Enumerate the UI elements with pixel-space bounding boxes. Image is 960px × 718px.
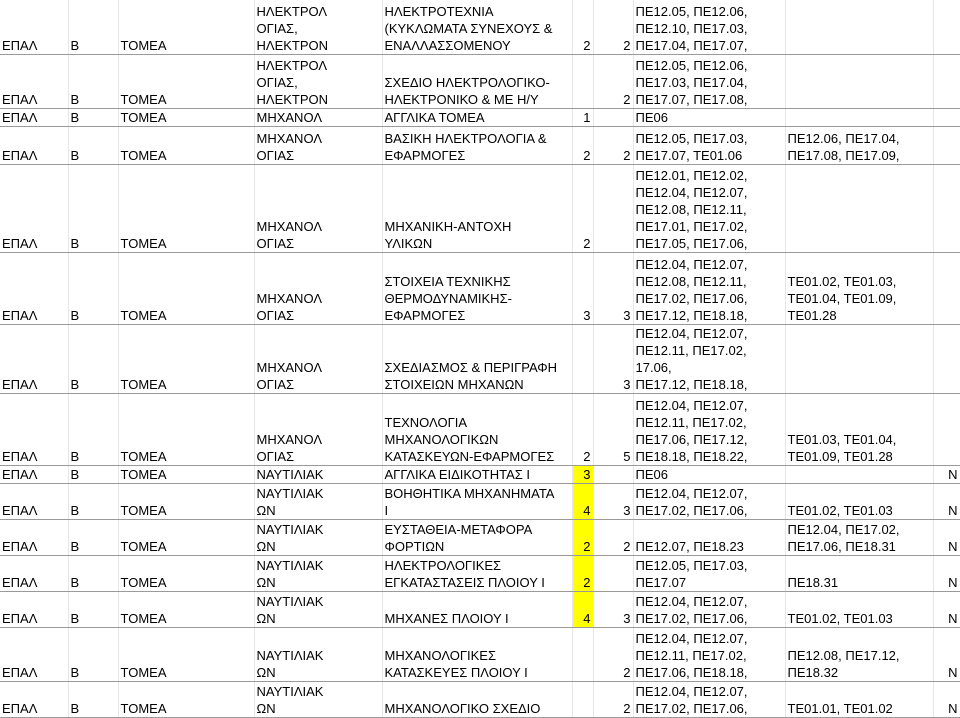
cell-school[interactable]: ΕΠΑΛ (0, 164, 68, 252)
cell-hours-theory[interactable]: 2 (572, 555, 593, 591)
cell-course[interactable]: ΜΗΧΑΝΟΛΟΓΙΚΕΣ ΚΑΤΑΣΚΕΥΕΣ ΠΛΟΙΟΥ Ι (382, 627, 572, 681)
cell-hours-theory[interactable]: 4 (572, 483, 593, 519)
table-row[interactable] (0, 164, 960, 252)
cell-class[interactable]: Β (68, 324, 118, 393)
cell-course[interactable]: ΤΕΧΝΟΛΟΓΙΑ ΜΗΧΑΝΟΛΟΓΙΚΩΝ ΚΑΤΑΣΚΕΥΩΝ-ΕΦΑΡΜΟΓΕΣ (382, 393, 572, 465)
cell-hours-theory[interactable] (572, 324, 593, 393)
table-row[interactable] (0, 483, 960, 519)
cell-sector[interactable]: ΝΑΥΤΙΛΙΑΚ ΩΝ (254, 519, 382, 555)
cell-hours-lab[interactable]: 3 (593, 483, 633, 519)
cell-course[interactable]: ΜΗΧΑΝΕΣ ΠΛΟΙΟΥ Ι (382, 591, 572, 627)
table-row[interactable] (0, 0, 960, 54)
cell-school[interactable]: ΕΠΑΛ (0, 555, 68, 591)
cell-hours-lab[interactable]: 2 (593, 54, 633, 108)
cell-type[interactable]: ΤΟΜΕΑ (118, 519, 254, 555)
table-row[interactable] (0, 519, 960, 555)
cell-course[interactable]: ΣΤΟΙΧΕΙΑ ΤΕΧΝΙΚΗΣ ΘΕΡΜΟΔΥΝΑΜΙΚΗΣ- ΕΦΑΡΜΟΓΕΣ (382, 252, 572, 324)
cell-sector[interactable]: ΝΑΥΤΙΛΙΑΚ (254, 465, 382, 483)
cell-type[interactable]: ΤΟΜΕΑ (118, 681, 254, 717)
cell-specialties-a[interactable]: ΠΕ12.05, ΠΕ17.03, ΠΕ17.07, ΤΕ01.06 (633, 126, 785, 164)
cell-school[interactable]: ΕΠΑΛ (0, 681, 68, 717)
cell-flag[interactable] (933, 108, 960, 126)
cell-sector[interactable]: ΜΗΧΑΝΟΛ ΟΓΙΑΣ (254, 393, 382, 465)
cell-hours-lab[interactable] (593, 465, 633, 483)
table-row[interactable] (0, 627, 960, 681)
cell-course[interactable]: ΒΟΗΘΗΤΙΚΑ ΜΗΧΑΝΗΜΑΤΑ Ι (382, 483, 572, 519)
cell-school[interactable]: ΕΠΑΛ (0, 54, 68, 108)
cell-specialties-b[interactable]: ΤΕ01.01, ΤΕ01.02 (785, 681, 933, 717)
cell-sector[interactable]: ΝΑΥΤΙΛΙΑΚ ΩΝ (254, 681, 382, 717)
cell-hours-lab[interactable] (593, 164, 633, 252)
cell-course[interactable]: ΣΧΕΔΙΟ ΗΛΕΚΤΡΟΛΟΓΙΚΟ- ΗΛΕΚΤΡΟΝΙΚΟ & ΜΕ Η/Υ (382, 54, 572, 108)
cell-specialties-a[interactable]: ΠΕ12.04, ΠΕ12.07, ΠΕ17.02, ΠΕ17.06, (633, 591, 785, 627)
table-row[interactable] (0, 108, 960, 126)
cell-sector[interactable]: ΜΗΧΑΝΟΛ ΟΓΙΑΣ (254, 324, 382, 393)
cell-specialties-b[interactable] (785, 324, 933, 393)
cell-class[interactable]: Β (68, 0, 118, 54)
cell-course[interactable]: ΑΓΓΛΙΚΑ ΕΙΔΙΚΟΤΗΤΑΣ Ι (382, 465, 572, 483)
table-row[interactable] (0, 591, 960, 627)
cell-type[interactable]: ΤΟΜΕΑ (118, 324, 254, 393)
table-row[interactable] (0, 393, 960, 465)
cell-sector[interactable]: ΝΑΥΤΙΛΙΑΚ ΩΝ (254, 555, 382, 591)
cell-hours-theory[interactable] (572, 54, 593, 108)
cell-hours-theory[interactable]: 2 (572, 0, 593, 54)
cell-course[interactable]: ΕΥΣΤΑΘΕΙΑ-ΜΕΤΑΦΟΡΑ ΦΟΡΤΙΩΝ (382, 519, 572, 555)
cell-flag[interactable]: Ν (933, 681, 960, 717)
cell-school[interactable]: ΕΠΑΛ (0, 483, 68, 519)
cell-flag[interactable]: Ν (933, 519, 960, 555)
cell-flag[interactable] (933, 393, 960, 465)
cell-specialties-b[interactable]: ΠΕ12.04, ΠΕ17.02, ΠΕ17.06, ΠΕ18.31 (785, 519, 933, 555)
cell-flag[interactable]: Ν (933, 591, 960, 627)
cell-specialties-a[interactable]: ΠΕ06 (633, 465, 785, 483)
cell-flag[interactable] (933, 126, 960, 164)
cell-hours-theory[interactable] (572, 627, 593, 681)
cell-flag[interactable]: Ν (933, 555, 960, 591)
cell-specialties-b[interactable] (785, 164, 933, 252)
cell-sector[interactable]: ΝΑΥΤΙΛΙΑΚ ΩΝ (254, 627, 382, 681)
cell-flag[interactable]: Ν (933, 465, 960, 483)
cell-class[interactable]: Β (68, 54, 118, 108)
cell-hours-lab[interactable]: 3 (593, 252, 633, 324)
cell-school[interactable]: ΕΠΑΛ (0, 108, 68, 126)
cell-specialties-a[interactable]: ΠΕ12.04, ΠΕ12.07, ΠΕ12.11, ΠΕ17.02, 17.06, ΠΕ17.12, ΠΕ18.18, (633, 324, 785, 393)
cell-class[interactable]: Β (68, 164, 118, 252)
cell-course[interactable]: ΣΧΕΔΙΑΣΜΟΣ & ΠΕΡΙΓΡΑΦΗ ΣΤΟΙΧΕΙΩΝ ΜΗΧΑΝΩΝ (382, 324, 572, 393)
cell-specialties-a[interactable]: ΠΕ12.04, ΠΕ12.07, ΠΕ12.08, ΠΕ12.11, ΠΕ17.02, ΠΕ17.06, ΠΕ17.12, ΠΕ18.18, (633, 252, 785, 324)
table-row[interactable] (0, 324, 960, 393)
cell-hours-theory[interactable]: 3 (572, 465, 593, 483)
cell-flag[interactable] (933, 0, 960, 54)
table-row[interactable] (0, 555, 960, 591)
cell-school[interactable]: ΕΠΑΛ (0, 324, 68, 393)
cell-sector[interactable]: ΝΑΥΤΙΛΙΑΚ ΩΝ (254, 483, 382, 519)
cell-hours-theory[interactable]: 1 (572, 108, 593, 126)
cell-specialties-a[interactable]: ΠΕ12.05, ΠΕ17.03, ΠΕ17.07 (633, 555, 785, 591)
cell-hours-theory[interactable]: 3 (572, 252, 593, 324)
cell-school[interactable]: ΕΠΑΛ (0, 126, 68, 164)
cell-flag[interactable]: Ν (933, 627, 960, 681)
cell-specialties-a[interactable]: ΠΕ12.01, ΠΕ12.02, ΠΕ12.04, ΠΕ12.07, ΠΕ12.08, ΠΕ12.11, ΠΕ17.01, ΠΕ17.02, ΠΕ17.05, ΠΕ17.06, (633, 164, 785, 252)
cell-type[interactable]: ΤΟΜΕΑ (118, 0, 254, 54)
cell-specialties-a[interactable]: ΠΕ12.05, ΠΕ12.06, ΠΕ17.03, ΠΕ17.04, ΠΕ17.07, ΠΕ17.08, (633, 54, 785, 108)
cell-sector[interactable]: ΝΑΥΤΙΛΙΑΚ ΩΝ (254, 591, 382, 627)
cell-hours-lab[interactable]: 2 (593, 681, 633, 717)
cell-specialties-b[interactable]: ΤΕ01.02, ΤΕ01.03, ΤΕ01.04, ΤΕ01.09, ΤΕ01.28 (785, 252, 933, 324)
cell-class[interactable]: Β (68, 681, 118, 717)
cell-specialties-b[interactable]: ΠΕ12.06, ΠΕ17.04, ΠΕ17.08, ΠΕ17.09, (785, 126, 933, 164)
cell-hours-lab[interactable]: 2 (593, 627, 633, 681)
cell-type[interactable]: ΤΟΜΕΑ (118, 627, 254, 681)
cell-specialties-b[interactable]: ΤΕ01.03, ΤΕ01.04, ΤΕ01.09, ΤΕ01.28 (785, 393, 933, 465)
cell-school[interactable]: ΕΠΑΛ (0, 393, 68, 465)
cell-specialties-a[interactable]: ΠΕ12.07, ΠΕ18.23 (633, 519, 785, 555)
cell-specialties-a[interactable]: ΠΕ12.05, ΠΕ12.06, ΠΕ12.10, ΠΕ17.03, ΠΕ17.04, ΠΕ17.07, (633, 0, 785, 54)
cell-school[interactable]: ΕΠΑΛ (0, 0, 68, 54)
cell-class[interactable]: Β (68, 591, 118, 627)
cell-hours-theory[interactable]: 4 (572, 591, 593, 627)
cell-type[interactable]: ΤΟΜΕΑ (118, 555, 254, 591)
cell-sector[interactable]: ΜΗΧΑΝΟΛ ΟΓΙΑΣ (254, 164, 382, 252)
cell-hours-lab[interactable]: 2 (593, 126, 633, 164)
cell-type[interactable]: ΤΟΜΕΑ (118, 126, 254, 164)
cell-sector[interactable]: ΜΗΧΑΝΟΛ ΟΓΙΑΣ (254, 252, 382, 324)
cell-specialties-b[interactable] (785, 0, 933, 54)
cell-class[interactable]: Β (68, 555, 118, 591)
cell-type[interactable]: ΤΟΜΕΑ (118, 483, 254, 519)
cell-school[interactable]: ΕΠΑΛ (0, 465, 68, 483)
cell-specialties-a[interactable]: ΠΕ12.04, ΠΕ12.07, ΠΕ12.11, ΠΕ17.02, ΠΕ17.06, ΠΕ18.18, (633, 627, 785, 681)
cell-type[interactable]: ΤΟΜΕΑ (118, 164, 254, 252)
cell-class[interactable]: Β (68, 126, 118, 164)
cell-course[interactable]: ΜΗΧΑΝΙΚΗ-ΑΝΤΟΧΗ ΥΛΙΚΩΝ (382, 164, 572, 252)
cell-school[interactable]: ΕΠΑΛ (0, 519, 68, 555)
cell-hours-lab[interactable]: 3 (593, 591, 633, 627)
cell-hours-lab[interactable] (593, 555, 633, 591)
cell-flag[interactable] (933, 54, 960, 108)
cell-hours-lab[interactable]: 3 (593, 324, 633, 393)
cell-type[interactable]: ΤΟΜΕΑ (118, 54, 254, 108)
cell-class[interactable]: Β (68, 519, 118, 555)
cell-course[interactable]: ΗΛΕΚΤΡΟΛΟΓΙΚΕΣ ΕΓΚΑΤΑΣΤΑΣΕΙΣ ΠΛΟΙΟΥ Ι (382, 555, 572, 591)
table-row[interactable] (0, 465, 960, 483)
cell-class[interactable]: Β (68, 483, 118, 519)
cell-specialties-b[interactable]: ΠΕ18.31 (785, 555, 933, 591)
cell-specialties-b[interactable]: ΤΕ01.02, ΤΕ01.03 (785, 591, 933, 627)
cell-class[interactable]: Β (68, 252, 118, 324)
cell-specialties-b[interactable] (785, 108, 933, 126)
cell-class[interactable]: Β (68, 108, 118, 126)
cell-hours-lab[interactable]: 2 (593, 519, 633, 555)
cell-school[interactable]: ΕΠΑΛ (0, 591, 68, 627)
cell-flag[interactable]: Ν (933, 483, 960, 519)
cell-flag[interactable] (933, 164, 960, 252)
cell-specialties-a[interactable]: ΠΕ12.04, ΠΕ12.07, ΠΕ17.02, ΠΕ17.06, (633, 681, 785, 717)
cell-hours-theory[interactable]: 2 (572, 126, 593, 164)
cell-sector[interactable]: ΜΗΧΑΝΟΛ ΟΓΙΑΣ (254, 126, 382, 164)
cell-specialties-b[interactable]: ΤΕ01.02, ΤΕ01.03 (785, 483, 933, 519)
cell-hours-theory[interactable]: 2 (572, 164, 593, 252)
cell-hours-lab[interactable]: 2 (593, 0, 633, 54)
table-row[interactable] (0, 54, 960, 108)
cell-flag[interactable] (933, 252, 960, 324)
cell-type[interactable]: ΤΟΜΕΑ (118, 108, 254, 126)
cell-class[interactable]: Β (68, 393, 118, 465)
cell-type[interactable]: ΤΟΜΕΑ (118, 591, 254, 627)
cell-specialties-a[interactable]: ΠΕ12.04, ΠΕ12.07, ΠΕ17.02, ΠΕ17.06, (633, 483, 785, 519)
table-row[interactable] (0, 681, 960, 717)
cell-sector[interactable]: ΗΛΕΚΤΡΟΛ ΟΓΙΑΣ, ΗΛΕΚΤΡΟΝ (254, 0, 382, 54)
cell-sector[interactable]: ΜΗΧΑΝΟΛ (254, 108, 382, 126)
cell-school[interactable]: ΕΠΑΛ (0, 627, 68, 681)
cell-hours-theory[interactable]: 2 (572, 519, 593, 555)
cell-type[interactable]: ΤΟΜΕΑ (118, 465, 254, 483)
cell-specialties-b[interactable]: ΠΕ12.08, ΠΕ17.12, ΠΕ18.32 (785, 627, 933, 681)
cell-specialties-a[interactable]: ΠΕ12.04, ΠΕ12.07, ΠΕ12.11, ΠΕ17.02, ΠΕ17.06, ΠΕ17.12, ΠΕ18.18, ΠΕ18.22, (633, 393, 785, 465)
cell-hours-theory[interactable]: 2 (572, 393, 593, 465)
cell-specialties-a[interactable]: ΠΕ06 (633, 108, 785, 126)
cell-course[interactable]: ΑΓΓΛΙΚΑ ΤΟΜΕΑ (382, 108, 572, 126)
cell-type[interactable]: ΤΟΜΕΑ (118, 252, 254, 324)
cell-hours-lab[interactable]: 5 (593, 393, 633, 465)
cell-school[interactable]: ΕΠΑΛ (0, 252, 68, 324)
cell-class[interactable]: Β (68, 627, 118, 681)
cell-hours-lab[interactable] (593, 108, 633, 126)
cell-specialties-b[interactable] (785, 54, 933, 108)
table-row[interactable] (0, 252, 960, 324)
table-row[interactable] (0, 126, 960, 164)
cell-hours-theory[interactable] (572, 681, 593, 717)
cell-class[interactable]: Β (68, 465, 118, 483)
cell-sector[interactable]: ΗΛΕΚΤΡΟΛ ΟΓΙΑΣ, ΗΛΕΚΤΡΟΝ (254, 54, 382, 108)
cell-course[interactable]: ΒΑΣΙΚΗ ΗΛΕΚΤΡΟΛΟΓΙΑ & ΕΦΑΡΜΟΓΕΣ (382, 126, 572, 164)
cell-flag[interactable] (933, 324, 960, 393)
cell-type[interactable]: ΤΟΜΕΑ (118, 393, 254, 465)
cell-course[interactable]: ΜΗΧΑΝΟΛΟΓΙΚΟ ΣΧΕΔΙΟ (382, 681, 572, 717)
cell-specialties-b[interactable] (785, 465, 933, 483)
cell-course[interactable]: ΗΛΕΚΤΡΟΤΕΧΝΙΑ (ΚΥΚΛΩΜΑΤΑ ΣΥΝΕΧΟΥΣ & ΕΝΑΛΛΑΣΣΟΜΕΝΟΥ (382, 0, 572, 54)
